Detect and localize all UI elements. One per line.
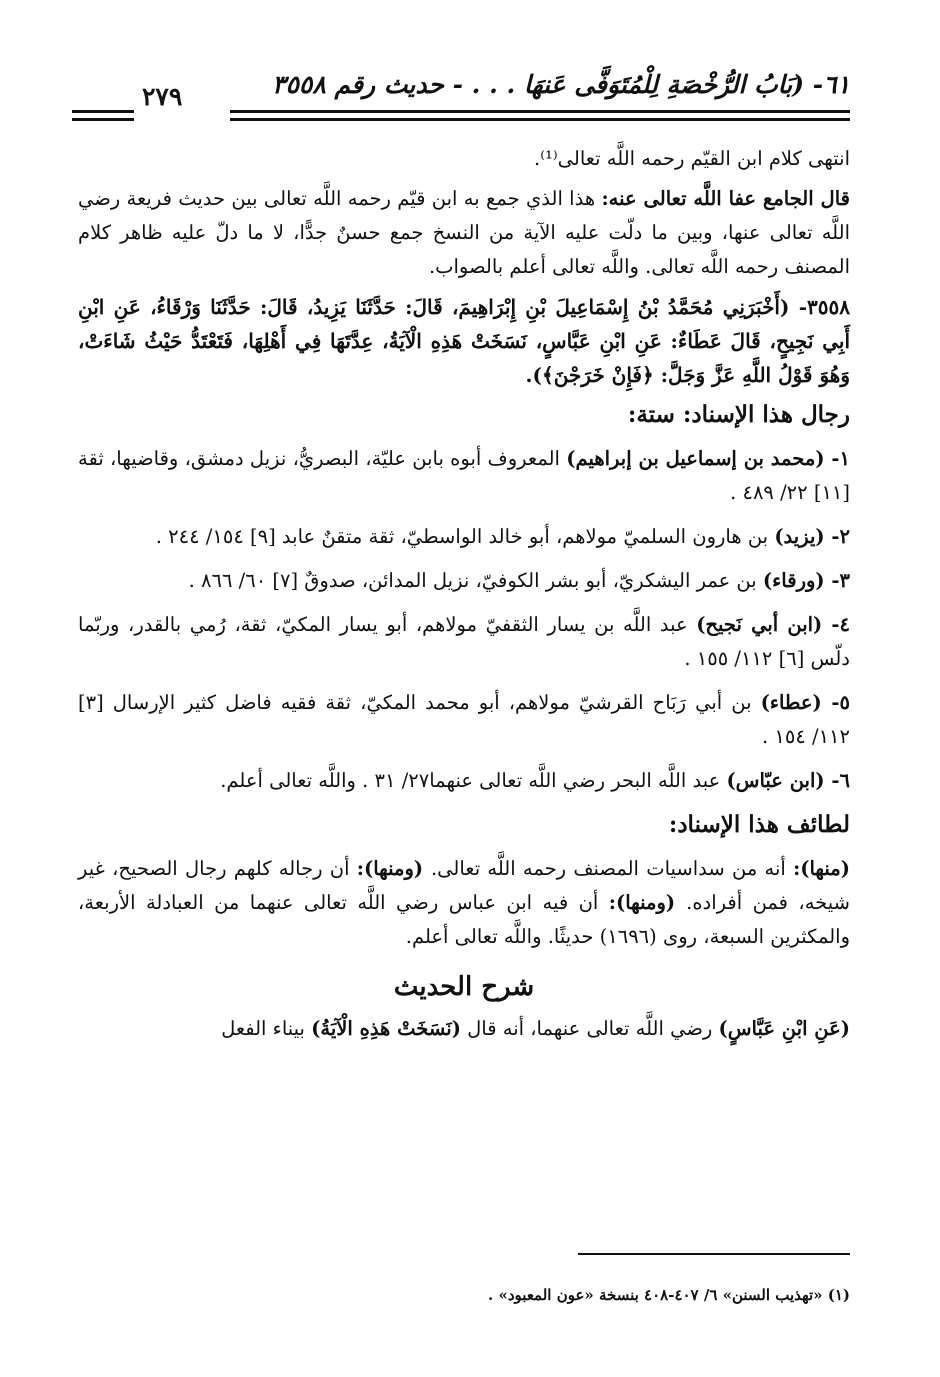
footnote: (١) «تهذيب السنن» ٦/ ٤٠٧-٤٠٨ بنسخة «عون المعبود» . [488, 1286, 850, 1304]
header-rule [230, 110, 850, 113]
header-rule-short [72, 118, 134, 121]
narrator-name: ٣- (ورقاء) [762, 569, 850, 592]
rijal-heading: رجال هذا الإسناد: ستة: [627, 401, 850, 428]
lataif-heading: لطائف هذا الإسناد: [668, 811, 850, 838]
lataif-marker: (ومنها): [608, 891, 687, 914]
lataif-text: أن رجاله كلهم رجال الصحيح، غير شيخه، فمن أفراده. [78, 857, 850, 914]
lataif-marker: (منها): [793, 857, 850, 880]
narrator-entry [78, 686, 850, 754]
narrator-entry [78, 764, 850, 798]
jami-lead: قال الجامع عفا اللَّه تعالى عنه: [601, 187, 850, 210]
footnote-separator [578, 1253, 850, 1255]
hadith-text: ٣٥٥٨- (أَخْبَرَنِي مُحَمَّدُ بْنُ إِسْمَاعِيلَ بْنِ إِبْرَاهِيمَ، قَالَ: حَدَّثَنَا يَزِيدُ، قَالَ: حَدَّثَنَا وَرْقَاءُ، عَنِ ابْنِ أَبِي نَجِيحٍ، قَالَ عَطَاءٌ: عَنِ ابْنِ عَبَّاسٍ، نَسَخَتْ هَذِهِ الْآيَةُ، عِدَّتَهَا فِي أَهْلِهَا، فَتَعْتَدُّ حَيْثُ شَاءَتْ، وَهُوَ قَوْلُ اللَّهِ عَزَّ وَجَلَّ: ﴿فَإِنْ خَرَجْنَ﴾). [78, 295, 850, 387]
narrator-entry [78, 442, 850, 510]
sharh-paragraph [78, 1012, 850, 1046]
narrator-name: ٥- (عطاء) [760, 691, 851, 714]
narrator-name: ١- (محمد بن إسماعيل بن إبراهيم) [566, 447, 850, 470]
header-rule-short [72, 110, 134, 113]
header-rule [230, 118, 850, 121]
sharh-quote: (نَسَخَتْ هَذِهِ الْآيَةُ) [311, 1017, 461, 1040]
narrator-name: ٦- (ابن عبّاس) [726, 769, 850, 792]
page-number: ٢٧٩ [142, 82, 183, 111]
narrator-name: ٢- (يزيد) [774, 525, 850, 548]
lataif-text: أن فيه ابن عباس رضي اللَّه تعالى عنهما من العبادلة الأربعة، والمكثرين السبعة، روى (١٦٩٦) حديثًا. واللَّه تعالى أعلم. [78, 891, 850, 948]
main-text [78, 142, 850, 1052]
lataif-text: أنه من سداسيات المصنف رحمه اللَّه تعالى. [430, 857, 794, 880]
sharh-text: رضي اللَّه تعالى عنهما، أنه قال [460, 1017, 719, 1040]
narrator-text: عبد اللَّه البحر رضي اللَّه تعالى عنهما٢٧/ ٣١ . واللَّه تعالى أعلم. [220, 769, 727, 792]
jami-text: هذا الذي جمع به ابن قيّم رحمه اللَّه تعالى بين حديث فريعة رضي اللَّه تعالى عنها، وبين ما دلّت عليه الآية من النسخ جمع حسنٌ جدًّا، لا ما دلّ عليه ظاهر كلام المصنف رحمه اللَّه تعالى. واللَّه تعالى أعلم بالصواب. [78, 187, 850, 278]
narrator-entry [78, 520, 850, 554]
lataif-marker: (ومنها): [356, 857, 431, 880]
narrator-text: المعروف أبوه بابن عليّة، البصريُّ، نزيل دمشق، وقاضيها، ثقة [١١] ٢٢/ ٤٨٩ . [78, 447, 850, 504]
narrator-entry [78, 564, 850, 598]
paragraph-end-quote: انتهى كلام ابن القيّم رحمه اللَّه تعالى⁽¹⁾. [534, 147, 850, 170]
running-title: ٦١- (بَابُ الرُّخْصَةِ لِلْمُتَوَفَّى عَنهَا . . . - حديث رقم ٣٥٥٨ [272, 70, 850, 99]
narrator-text: بن هارون السلميّ مولاهم، أبو خالد الواسطيّ، ثقة متقنٌ عابد [٩] ١٥٤/ ٢٤٤ . [155, 525, 775, 548]
sharh-text-end: بيناء الفعل [221, 1017, 312, 1040]
narrator-name: ٤- (ابن أبي نَجيح) [696, 613, 851, 636]
sharh-heading: شرح الحديث [393, 972, 535, 1002]
narrator-text: بن عمر اليشكريّ، أبو بشر الكوفيّ، نزيل المدائن، صدوقٌ [٧] ٦٠/ ٨٦٦ . [188, 569, 763, 592]
narrator-entry [78, 608, 850, 676]
page-header [72, 70, 850, 126]
lataif-paragraph [78, 852, 850, 954]
narrator-text: بن أبي رَبَاح القرشيّ مولاهم، أبو محمد المكيّ، ثقة فقيه فاضل كثير الإرسال [٣] ١١٢/ ١٥٤ . [78, 691, 850, 748]
paragraph-jami-comment [78, 182, 850, 284]
narrator-text: عبد اللَّه بن يسار الثقفيّ مولاهم، أبو يسار المكيّ، ثقة، رُمي بالقدر، وربّما دلّس [٦] ١١٢/ ١٥٥ . [78, 613, 850, 670]
sharh-lead: (عَنِ ابْنِ عَبَّاسٍ) [718, 1017, 850, 1040]
